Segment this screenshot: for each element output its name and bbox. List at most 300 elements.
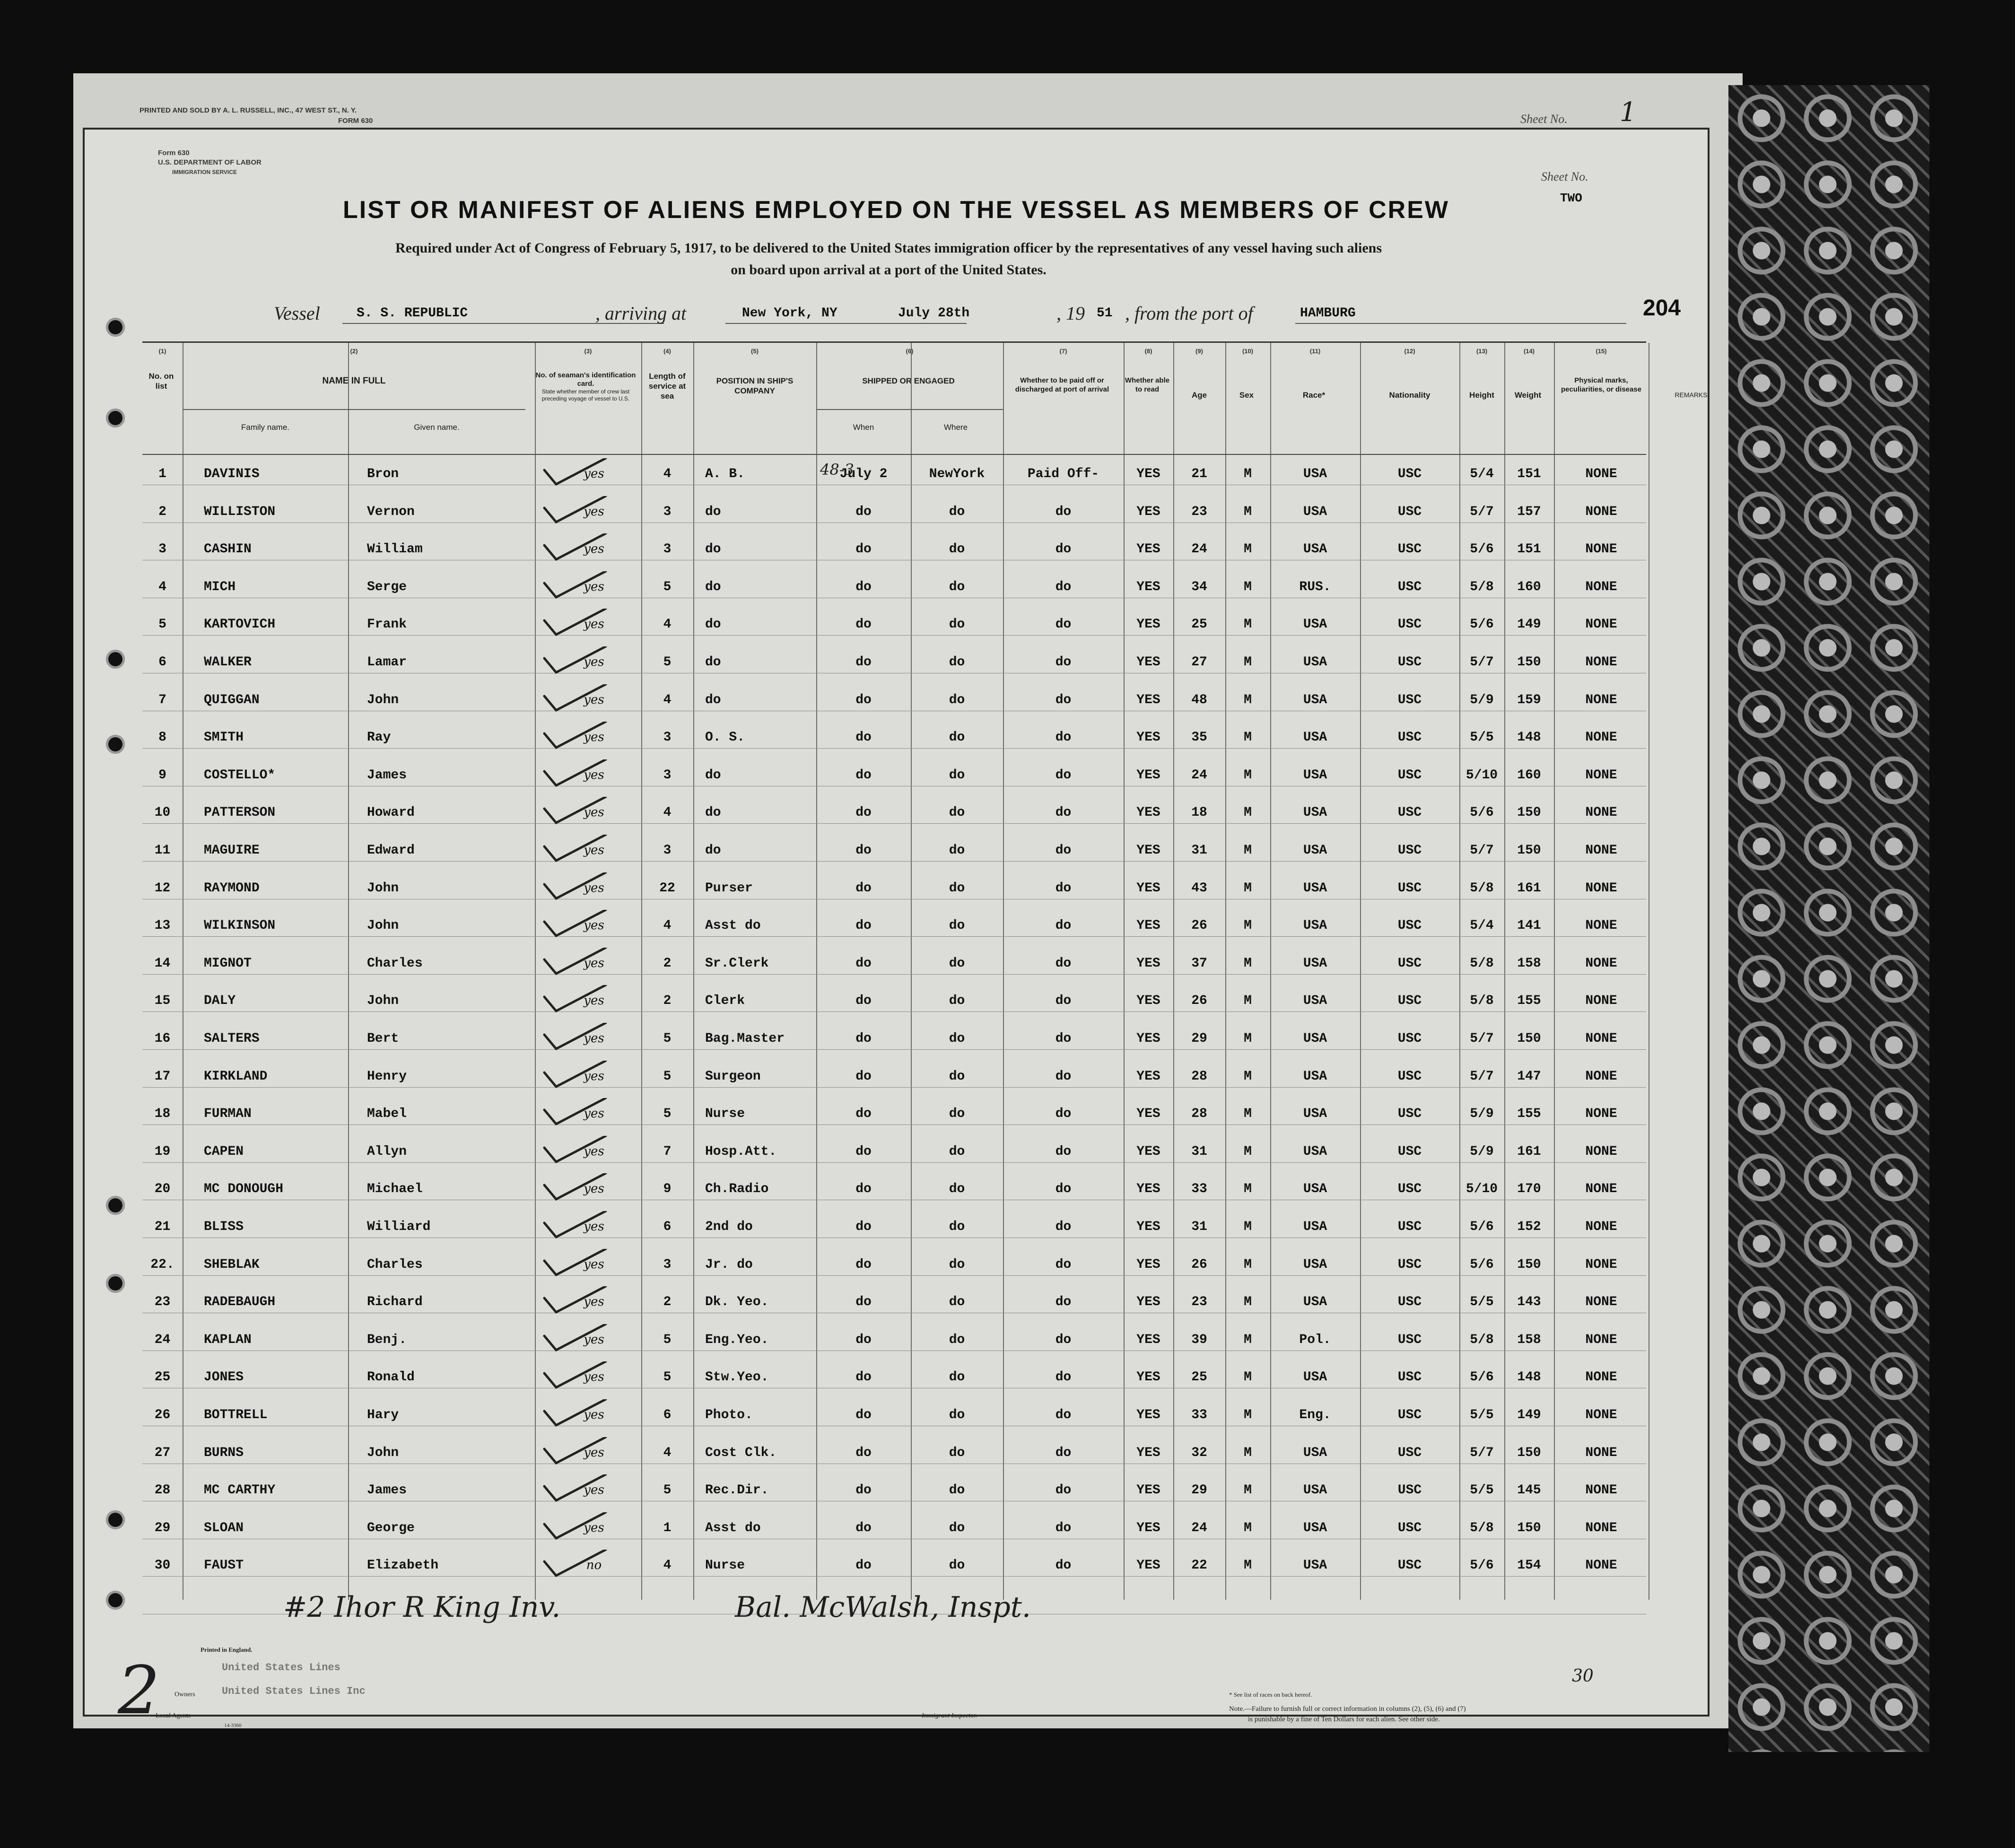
height: 5/8 bbox=[1470, 994, 1494, 1009]
sex: M bbox=[1244, 1220, 1252, 1234]
height: 5/5 bbox=[1470, 730, 1494, 745]
physical-marks: NONE bbox=[1585, 805, 1617, 820]
physical-marks: NONE bbox=[1585, 617, 1617, 632]
family-name: JONES bbox=[204, 1370, 244, 1385]
able-to-read: YES bbox=[1136, 880, 1160, 896]
row-number: 20 bbox=[154, 1182, 171, 1197]
seaman-id: yes bbox=[584, 994, 604, 1008]
row-number: 7 bbox=[158, 692, 166, 707]
weight: 160 bbox=[1517, 579, 1541, 594]
paid-off: do bbox=[1055, 880, 1072, 896]
age: 26 bbox=[1191, 1257, 1207, 1272]
column-number: (2) bbox=[350, 348, 358, 355]
position: A. B. bbox=[705, 467, 745, 481]
family-name: WILLISTON bbox=[204, 504, 276, 519]
race: USA bbox=[1303, 1520, 1327, 1535]
nationality: USC bbox=[1397, 692, 1422, 707]
physical-marks: NONE bbox=[1585, 956, 1617, 971]
shipped-when: do bbox=[855, 1107, 872, 1122]
sex: M bbox=[1244, 880, 1252, 896]
weight: 141 bbox=[1517, 918, 1541, 933]
nationality: USC bbox=[1397, 994, 1422, 1009]
shipped-where: do bbox=[949, 730, 965, 745]
sex: M bbox=[1244, 994, 1252, 1009]
shipped-where: do bbox=[949, 692, 965, 707]
physical-marks: NONE bbox=[1585, 579, 1617, 594]
weight: 150 bbox=[1517, 1445, 1541, 1460]
column-number: (3) bbox=[584, 348, 592, 355]
paid-off: do bbox=[1055, 1408, 1072, 1422]
height: 5/6 bbox=[1470, 1370, 1494, 1385]
sex: M bbox=[1244, 1558, 1252, 1573]
family-name: MC DONOUGH bbox=[204, 1182, 284, 1197]
binder-hole bbox=[106, 318, 125, 337]
check-mark bbox=[535, 646, 611, 675]
physical-marks: NONE bbox=[1585, 504, 1617, 519]
race: USA bbox=[1303, 1182, 1327, 1197]
height: 5/6 bbox=[1470, 1220, 1494, 1234]
row-number: 17 bbox=[154, 1069, 171, 1084]
row-number: 29 bbox=[154, 1520, 171, 1535]
length-of-service: 5 bbox=[663, 655, 672, 670]
sex: M bbox=[1244, 1483, 1252, 1498]
nationality: USC bbox=[1397, 1483, 1422, 1498]
check-mark bbox=[535, 872, 611, 901]
age: 25 bbox=[1191, 617, 1207, 632]
given-name: Allyn bbox=[367, 1144, 407, 1159]
check-mark bbox=[535, 1286, 611, 1315]
given-name: George bbox=[367, 1520, 415, 1535]
physical-marks: NONE bbox=[1585, 994, 1617, 1009]
check-mark bbox=[535, 1324, 611, 1352]
check-mark bbox=[535, 985, 611, 1013]
shipped-where: do bbox=[949, 1445, 965, 1460]
height: 5/5 bbox=[1470, 1295, 1494, 1310]
sex: M bbox=[1244, 956, 1252, 971]
shipped-when: do bbox=[855, 843, 872, 858]
shipped-where: do bbox=[949, 767, 965, 783]
height: 5/7 bbox=[1470, 1445, 1494, 1460]
age: 34 bbox=[1191, 579, 1207, 594]
height: 5/8 bbox=[1470, 956, 1494, 971]
given-name: Vernon bbox=[367, 504, 415, 519]
column-number: (13) bbox=[1476, 348, 1488, 355]
height: 5/8 bbox=[1470, 880, 1494, 896]
family-name: KAPLAN bbox=[204, 1332, 252, 1347]
vessel-label: Vessel bbox=[274, 303, 320, 324]
given-name: John bbox=[367, 918, 399, 933]
row-number: 14 bbox=[154, 956, 171, 971]
nationality: USC bbox=[1397, 1069, 1422, 1084]
able-to-read: YES bbox=[1136, 1031, 1160, 1046]
position: do bbox=[705, 617, 721, 632]
length-of-service: 4 bbox=[663, 617, 672, 632]
nationality: USC bbox=[1397, 1107, 1422, 1122]
race: USA bbox=[1303, 655, 1327, 670]
family-name: MC CARTHY bbox=[204, 1483, 276, 1498]
physical-marks: NONE bbox=[1585, 1558, 1617, 1573]
handwritten-corner-mark: 2 bbox=[118, 1652, 160, 1729]
row-number: 19 bbox=[154, 1144, 171, 1159]
nationality: USC bbox=[1397, 579, 1422, 594]
nationality: USC bbox=[1397, 956, 1422, 971]
sex: M bbox=[1244, 767, 1252, 783]
physical-marks: NONE bbox=[1585, 1107, 1617, 1122]
given-name: Hary bbox=[367, 1408, 399, 1422]
shipped-where: do bbox=[949, 1295, 965, 1310]
column-number: (10) bbox=[1242, 348, 1254, 355]
paid-off: do bbox=[1055, 1520, 1072, 1535]
height: 5/7 bbox=[1470, 655, 1494, 670]
page-number: 204 bbox=[1643, 296, 1681, 321]
length-of-service: 4 bbox=[663, 1445, 672, 1460]
shipped-when: do bbox=[855, 1332, 872, 1347]
paid-off: do bbox=[1055, 767, 1072, 783]
shipped-where: do bbox=[949, 1069, 965, 1084]
seaman-id: yes bbox=[584, 1257, 604, 1272]
shipped-when: do bbox=[855, 655, 872, 670]
age: 35 bbox=[1191, 730, 1207, 745]
family-name: COSTELLO* bbox=[204, 767, 276, 783]
owners-label: Owners bbox=[174, 1691, 195, 1698]
header-physical-marks: Physical marks, peculiarities, or disease bbox=[1561, 376, 1642, 393]
physical-marks: NONE bbox=[1585, 1144, 1617, 1159]
weight: 148 bbox=[1517, 1370, 1541, 1385]
shipped-when: do bbox=[855, 617, 872, 632]
paid-off: do bbox=[1055, 1107, 1072, 1122]
physical-marks: NONE bbox=[1585, 880, 1617, 896]
weight: 154 bbox=[1517, 1558, 1541, 1573]
race: USA bbox=[1303, 730, 1327, 745]
shipped-where: do bbox=[949, 579, 965, 594]
length-of-service: 5 bbox=[663, 1332, 672, 1347]
paid-off: do bbox=[1055, 1370, 1072, 1385]
shipped-where: NewYork bbox=[929, 467, 985, 481]
family-name: SMITH bbox=[204, 730, 244, 745]
sex: M bbox=[1244, 655, 1252, 670]
weight: 157 bbox=[1517, 504, 1541, 519]
race: USA bbox=[1303, 1069, 1327, 1084]
header-weight: Weight bbox=[1514, 391, 1542, 400]
owner-line1: United States Lines bbox=[222, 1662, 340, 1674]
sex: M bbox=[1244, 504, 1252, 519]
length-of-service: 2 bbox=[663, 994, 672, 1009]
given-name: William bbox=[367, 542, 423, 557]
row-rule bbox=[142, 1576, 1646, 1577]
given-name: Bron bbox=[367, 467, 399, 481]
length-of-service: 4 bbox=[663, 918, 672, 933]
nationality: USC bbox=[1397, 504, 1422, 519]
able-to-read: YES bbox=[1136, 467, 1160, 481]
weight: 158 bbox=[1517, 956, 1541, 971]
race: USA bbox=[1303, 1107, 1327, 1122]
column-number: (4) bbox=[663, 348, 671, 355]
position: do bbox=[705, 504, 721, 519]
shipped-where: do bbox=[949, 1031, 965, 1046]
age: 48 bbox=[1191, 692, 1207, 707]
vessel-line bbox=[85, 302, 1708, 331]
position: 2nd do bbox=[705, 1220, 753, 1234]
height: 5/7 bbox=[1470, 504, 1494, 519]
seaman-id: yes bbox=[584, 918, 604, 933]
position: Bag.Master bbox=[705, 1031, 785, 1046]
header-rule bbox=[142, 454, 1646, 455]
age: 33 bbox=[1191, 1408, 1207, 1422]
nationality: USC bbox=[1397, 1182, 1422, 1197]
subheader-rule bbox=[183, 409, 525, 410]
position: do bbox=[705, 579, 721, 594]
nationality: USC bbox=[1397, 617, 1422, 632]
sex: M bbox=[1244, 1295, 1252, 1310]
local-agents-label: Local Agents bbox=[156, 1712, 191, 1719]
length-of-service: 7 bbox=[663, 1144, 672, 1159]
weight: 150 bbox=[1517, 655, 1541, 670]
physical-marks: NONE bbox=[1585, 843, 1617, 858]
given-name: John bbox=[367, 880, 399, 896]
shipped-where: do bbox=[949, 1558, 965, 1573]
position: Sr.Clerk bbox=[705, 956, 769, 971]
back-sheet-label: Sheet No. bbox=[1520, 112, 1568, 126]
age: 31 bbox=[1191, 1144, 1207, 1159]
race: USA bbox=[1303, 1031, 1327, 1046]
footer-note2: is punishable by a fine of Ten Dollars for each alien. See other side. bbox=[1248, 1716, 1440, 1723]
row-number: 13 bbox=[154, 918, 171, 933]
race: RUS. bbox=[1299, 579, 1331, 594]
shipped-when: do bbox=[855, 1144, 872, 1159]
sex: M bbox=[1244, 1370, 1252, 1385]
nationality: USC bbox=[1397, 767, 1422, 783]
column-number: (6) bbox=[906, 348, 914, 355]
length-of-service: 9 bbox=[663, 1182, 672, 1197]
sex: M bbox=[1244, 1408, 1252, 1422]
seaman-id: yes bbox=[584, 1069, 604, 1083]
position: Ch.Radio bbox=[705, 1182, 769, 1197]
seaman-id: yes bbox=[584, 843, 604, 857]
age: 29 bbox=[1191, 1031, 1207, 1046]
position: Surgeon bbox=[705, 1069, 761, 1084]
family-name: BOTTRELL bbox=[204, 1408, 268, 1422]
able-to-read: YES bbox=[1136, 617, 1160, 632]
paid-off: do bbox=[1055, 730, 1072, 745]
header-seaman-id: No. of seaman's identification card. State whether member of crew last preceding voyage of vessel to U.S. bbox=[535, 371, 636, 402]
seaman-id: yes bbox=[584, 1408, 604, 1422]
height: 5/10 bbox=[1465, 767, 1498, 783]
check-mark bbox=[535, 948, 611, 976]
check-mark bbox=[535, 1136, 611, 1164]
shipped-where: do bbox=[949, 542, 965, 557]
shipped-when: do bbox=[855, 1257, 872, 1272]
shipped-where: do bbox=[949, 1257, 965, 1272]
arriving-label: , arriving at bbox=[595, 303, 687, 324]
weight: 149 bbox=[1517, 1408, 1541, 1422]
nationality: USC bbox=[1397, 843, 1422, 858]
able-to-read: YES bbox=[1136, 730, 1160, 745]
age: 24 bbox=[1191, 1520, 1207, 1535]
height: 5/4 bbox=[1470, 918, 1494, 933]
check-mark bbox=[535, 797, 611, 825]
weight: 150 bbox=[1517, 843, 1541, 858]
row-number: 22. bbox=[150, 1257, 174, 1272]
row-rule bbox=[142, 1124, 1646, 1125]
length-of-service: 3 bbox=[663, 767, 672, 783]
nationality: USC bbox=[1397, 1332, 1422, 1347]
race: USA bbox=[1303, 1220, 1327, 1234]
weight: 143 bbox=[1517, 1295, 1541, 1310]
owner-line2: United States Lines Inc bbox=[222, 1685, 366, 1697]
physical-marks: NONE bbox=[1585, 1520, 1617, 1535]
able-to-read: YES bbox=[1136, 692, 1160, 707]
seaman-id: yes bbox=[584, 1031, 604, 1046]
shipped-when: do bbox=[855, 542, 872, 557]
height: 5/9 bbox=[1470, 692, 1494, 707]
weight: 145 bbox=[1517, 1483, 1541, 1498]
age: 21 bbox=[1191, 467, 1207, 481]
row-number: 18 bbox=[154, 1107, 171, 1122]
race: USA bbox=[1303, 467, 1327, 481]
column-number: (7) bbox=[1059, 348, 1067, 355]
height: 5/9 bbox=[1470, 1144, 1494, 1159]
nationality: USC bbox=[1397, 730, 1422, 745]
weight: 161 bbox=[1517, 1144, 1541, 1159]
shipped-when: do bbox=[855, 1520, 872, 1535]
shipped-when: do bbox=[855, 1445, 872, 1460]
family-name: CAPEN bbox=[204, 1144, 244, 1159]
seaman-id: yes bbox=[584, 1220, 604, 1234]
seaman-id: yes bbox=[584, 467, 604, 481]
sex: M bbox=[1244, 467, 1252, 481]
family-name: RADEBAUGH bbox=[204, 1295, 276, 1310]
seaman-id: yes bbox=[584, 1483, 604, 1498]
length-of-service: 5 bbox=[663, 1031, 672, 1046]
sex: M bbox=[1244, 805, 1252, 820]
given-name: Serge bbox=[367, 579, 407, 594]
column-number: (8) bbox=[1144, 348, 1152, 355]
column-rule bbox=[348, 343, 349, 1600]
check-mark bbox=[535, 571, 611, 600]
header-height: Height bbox=[1469, 391, 1494, 400]
nationality: USC bbox=[1397, 1408, 1422, 1422]
given-name: Bert bbox=[367, 1031, 399, 1046]
nationality: USC bbox=[1397, 467, 1422, 481]
given-name: Elizabeth bbox=[367, 1558, 439, 1573]
given-name: Henry bbox=[367, 1069, 407, 1084]
length-of-service: 2 bbox=[663, 956, 672, 971]
paid-off: do bbox=[1055, 805, 1072, 820]
shipped-where: do bbox=[949, 504, 965, 519]
length-of-service: 5 bbox=[663, 579, 672, 594]
printed-in: Printed in England. bbox=[201, 1646, 253, 1653]
shipped-where: do bbox=[949, 1370, 965, 1385]
given-name: Mabel bbox=[367, 1107, 407, 1122]
shipped-when: do bbox=[855, 1182, 872, 1197]
able-to-read: YES bbox=[1136, 1332, 1160, 1347]
sex: M bbox=[1244, 918, 1252, 933]
paid-off: do bbox=[1055, 1220, 1072, 1234]
weight: 147 bbox=[1517, 1069, 1541, 1084]
family-name: RAYMOND bbox=[204, 880, 260, 896]
subtitle bbox=[227, 237, 1551, 281]
shipped-when: do bbox=[855, 994, 872, 1009]
header-given: Given name. bbox=[414, 423, 460, 432]
family-name: WILKINSON bbox=[204, 918, 276, 933]
age: 23 bbox=[1191, 504, 1207, 519]
shipped-when: do bbox=[855, 504, 872, 519]
able-to-read: YES bbox=[1136, 843, 1160, 858]
check-mark bbox=[535, 533, 611, 562]
handwritten-count: 30 bbox=[1572, 1666, 1594, 1686]
race: Eng. bbox=[1299, 1408, 1331, 1422]
column-number: (11) bbox=[1309, 348, 1321, 355]
age: 29 bbox=[1191, 1483, 1207, 1498]
sex: M bbox=[1244, 542, 1252, 557]
paid-off: do bbox=[1055, 1558, 1072, 1573]
header-name: NAME IN FULL bbox=[322, 376, 386, 386]
paid-off: do bbox=[1055, 655, 1072, 670]
weight: 160 bbox=[1517, 767, 1541, 783]
family-name: CASHIN bbox=[204, 542, 252, 557]
shipped-when: do bbox=[855, 692, 872, 707]
paid-off: do bbox=[1055, 692, 1072, 707]
age: 39 bbox=[1191, 1332, 1207, 1347]
check-mark bbox=[535, 1399, 611, 1428]
check-mark bbox=[535, 1361, 611, 1390]
race: USA bbox=[1303, 1257, 1327, 1272]
binder-hole bbox=[106, 1274, 125, 1293]
nationality: USC bbox=[1397, 542, 1422, 557]
check-mark bbox=[535, 835, 611, 863]
age: 25 bbox=[1191, 1370, 1207, 1385]
binder-hole bbox=[106, 1510, 125, 1529]
sheet-value: TWO bbox=[1560, 191, 1582, 205]
row-rule bbox=[142, 748, 1646, 749]
able-to-read: YES bbox=[1136, 767, 1160, 783]
header-race: Race* bbox=[1302, 391, 1326, 400]
sex: M bbox=[1244, 1107, 1252, 1122]
shipped-where: do bbox=[949, 617, 965, 632]
weight: 150 bbox=[1517, 1031, 1541, 1046]
age: 43 bbox=[1191, 880, 1207, 896]
page-title: LIST OR MANIFEST OF ALIENS EMPLOYED ON THE VESSEL AS MEMBERS OF CREW bbox=[343, 196, 1449, 224]
shipped-where: do bbox=[949, 1182, 965, 1197]
arriving-port: New York, NY bbox=[742, 306, 837, 321]
row-number: 23 bbox=[154, 1295, 171, 1310]
race: USA bbox=[1303, 1370, 1327, 1385]
nationality: USC bbox=[1397, 655, 1422, 670]
footer-note: Note.—Failure to furnish full or correct information in columns (2), (5), (6) and (7) bbox=[1229, 1705, 1466, 1713]
physical-marks: NONE bbox=[1585, 542, 1617, 557]
race: USA bbox=[1303, 542, 1327, 557]
able-to-read: YES bbox=[1136, 1558, 1160, 1573]
paid-off: do bbox=[1055, 542, 1072, 557]
handwritten-signature-left: #2 Ihor R King Inv. bbox=[283, 1591, 561, 1624]
family-name: FAUST bbox=[204, 1558, 244, 1573]
length-of-service: 5 bbox=[663, 1483, 672, 1498]
age: 32 bbox=[1191, 1445, 1207, 1460]
weight: 155 bbox=[1517, 994, 1541, 1009]
column-number: (5) bbox=[751, 348, 759, 355]
race: USA bbox=[1303, 1558, 1327, 1573]
row-number: 26 bbox=[154, 1408, 171, 1422]
shipped-when: do bbox=[855, 1031, 872, 1046]
binder-hole bbox=[106, 409, 125, 427]
given-name: John bbox=[367, 692, 399, 707]
position: Asst do bbox=[705, 1520, 761, 1535]
age: 22 bbox=[1191, 1558, 1207, 1573]
physical-marks: NONE bbox=[1585, 1182, 1617, 1197]
column-rule bbox=[693, 343, 694, 1600]
sex: M bbox=[1244, 1445, 1252, 1460]
height: 5/7 bbox=[1470, 1069, 1494, 1084]
